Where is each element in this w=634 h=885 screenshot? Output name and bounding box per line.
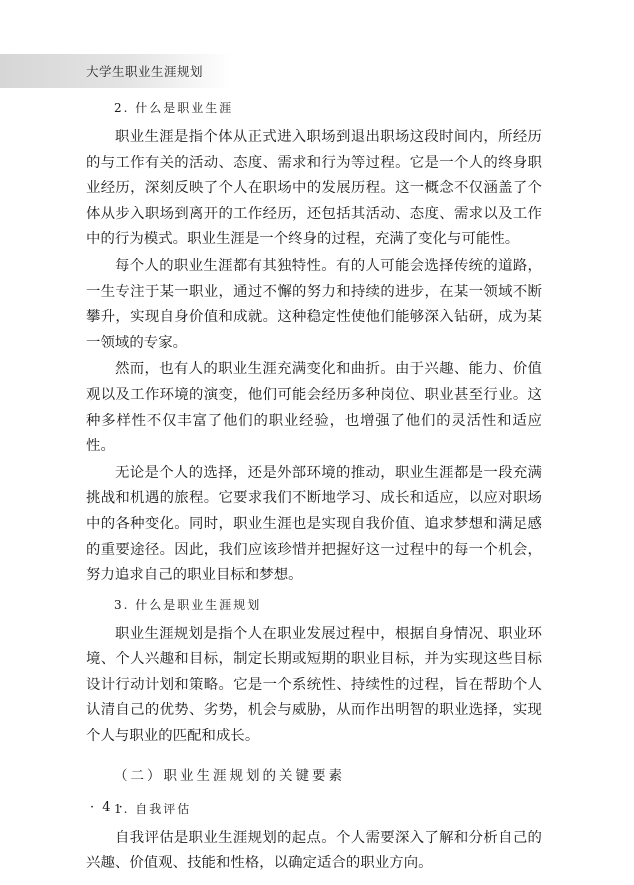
section-heading-self-assessment: 1. 自我评估: [114, 801, 192, 816]
paragraph: 然而，也有人的职业生涯充满变化和曲折。由于兴趣、能力、价值观以及工作环境的演变，他们可能会经历多种岗位、职业甚至行业。这种多样性不仅丰富了他们的职业经验，也增强了他们的灵活性和适应性。: [86, 361, 542, 455]
paragraph: 职业生涯是指个体从正式进入职场到退出职场这段时间内，所经历的与工作有关的活动、态度、需求和行为等过程。它是一个人的终身职业经历，深刻反映了个人在职场中的发展历程。这一概念不仅涵盖了个体从步入职场到离开的工作经历，还包括其活动、态度、需求以及工作中的行为模式。职业生涯是一个终身的过程，充满了变化与可能性。: [86, 129, 542, 248]
paragraph: 自我评估是职业生涯规划的起点。个人需要深入了解和分析自己的兴趣、价值观、技能和性格，以确定适合的职业方向。: [86, 829, 542, 872]
paragraph: 职业生涯规划是指个人在职业发展过程中，根据自身情况、职业环境、个人兴趣和目标，制定长期或短期的职业目标，并为实现这些目标设计行动计划和策略。它是一个系统性、持续性的过程，旨在帮助个人认清自己的优势、劣势，机会与威胁，从而作出明智的职业选择，实现个人与职业的匹配和成长。: [86, 625, 542, 745]
paragraph: 每个人的职业生涯都有其独特性。有的人可能会选择传统的道路，一生专注于某一职业，通过不懈的努力和持续的进步，在某一领域不断攀升，实现自身价值和成就。这种稳定性使他们能够深入钻研，成为某一领域的专家。: [86, 257, 542, 351]
paragraph: 无论是个人的选择，还是外部环境的推动，职业生涯都是一段充满挑战和机遇的旅程。它要求我们不断地学习、成长和适应，以应对职场中的各种变化。同时，职业生涯也是实现自我价值、追求梦想和满足感的重要途径。因此，我们应该珍惜并把握好这一过程中的每一个机会，努力追求自己的职业目标和梦想。: [86, 464, 542, 584]
subsection-heading-key-elements: （二）职业生涯规划的关键要素: [114, 767, 345, 784]
section-heading-what-is-career-planning: 3. 什么是职业生涯规划: [114, 597, 262, 612]
running-header: 大学生职业生涯规划: [86, 64, 204, 79]
page-number: · 4 ·: [90, 800, 125, 815]
section-heading-what-is-career: 2. 什么是职业生涯: [114, 101, 234, 115]
page-body: [86, 98, 542, 878]
